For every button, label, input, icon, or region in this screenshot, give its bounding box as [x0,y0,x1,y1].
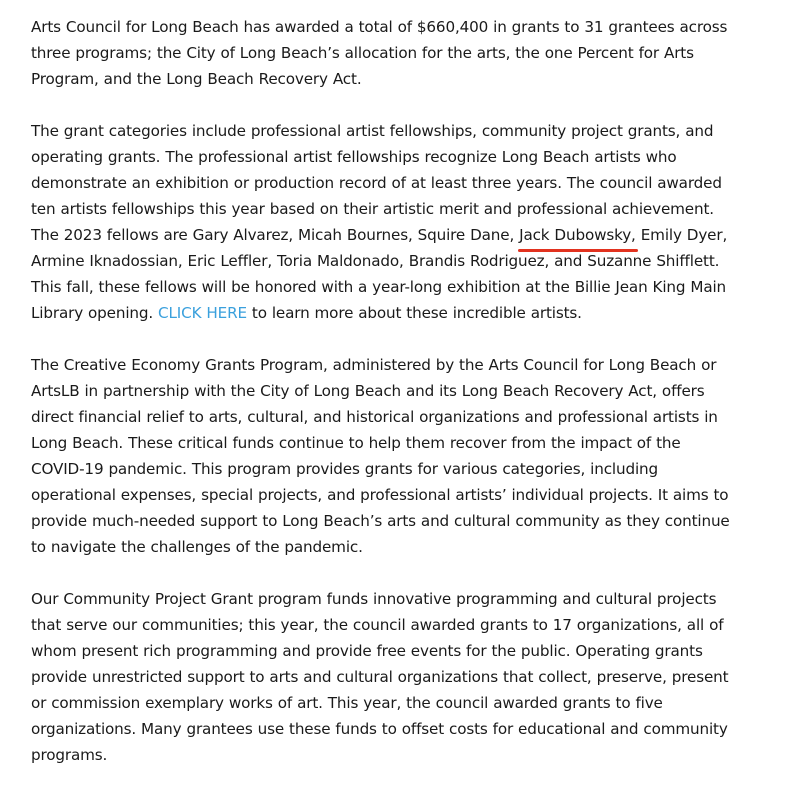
fellowships-text-start: The grant categories include professional artist fellowships, community project grants, and operating grants. The professional artist fellowships recognize Long Beach artists who demonstrate an exhibition or production record of at least three years. The council awarded ten artists fellowships this year based on their artistic merit and professional achievement. The 2023 fellows are Gary Alvarez, Micah Bournes, Squire Dane, [31,122,722,244]
fellowships-text-middle: Emily Dyer, Armine Iknadossian, Eric Leffler, Toria Maldonado, Brandis Rodriguez, and Suzanne Shifflett. This fall, these fellows will be honored with a year-long exhibition at the Billie Jean King Main Library opening. [31,226,728,322]
article-body [31,14,736,794]
fellowships-text-end: to learn more about these incredible artists. [246,304,582,322]
highlighted-fellow-name: Jack Dubowsky, [519,222,636,248]
paragraph-grants-summary: Arts Council for Long Beach has awarded a total of $660,400 in grants to 31 grantees across three programs; the City of Long Beach’s allocation for the arts, the one Percent for Arts Program, and the Long Beach Recovery Act. [31,18,728,88]
paragraph-creative-economy: The Creative Economy Grants Program, administered by the Arts Council for Long Beach or ArtsLB in partnership with the City of Long Beach and its Long Beach Recovery Act, offers direct financial relief to arts, cultural, and historical organizations and professional artists in Long Beach. These critical funds continue to help them recover from the impact of the COVID-19 pandemic. This program provides grants for various categories, including operational expenses, special projects, and professional artists’ individual projects. It aims to provide much-needed support to Long Beach’s arts and cultural community as they continue to navigate the challenges of the pandemic. [31,356,730,556]
paragraph-fellowships [31,118,736,326]
paragraph-community-project: Our Community Project Grant program funds innovative programming and cultural projects that serve our communities; this year, the council awarded grants to 17 organizations, all of whom present rich programming and provide free events for the public. Operating grants provide unrestricted support to arts and cultural organizations that collect, preserve, present or commission exemplary works of art. This year, the council awarded grants to five organizations. Many grantees use these funds to offset costs for educational and community programs. [31,590,729,764]
click-here-link[interactable]: CLICK HERE [158,304,247,322]
